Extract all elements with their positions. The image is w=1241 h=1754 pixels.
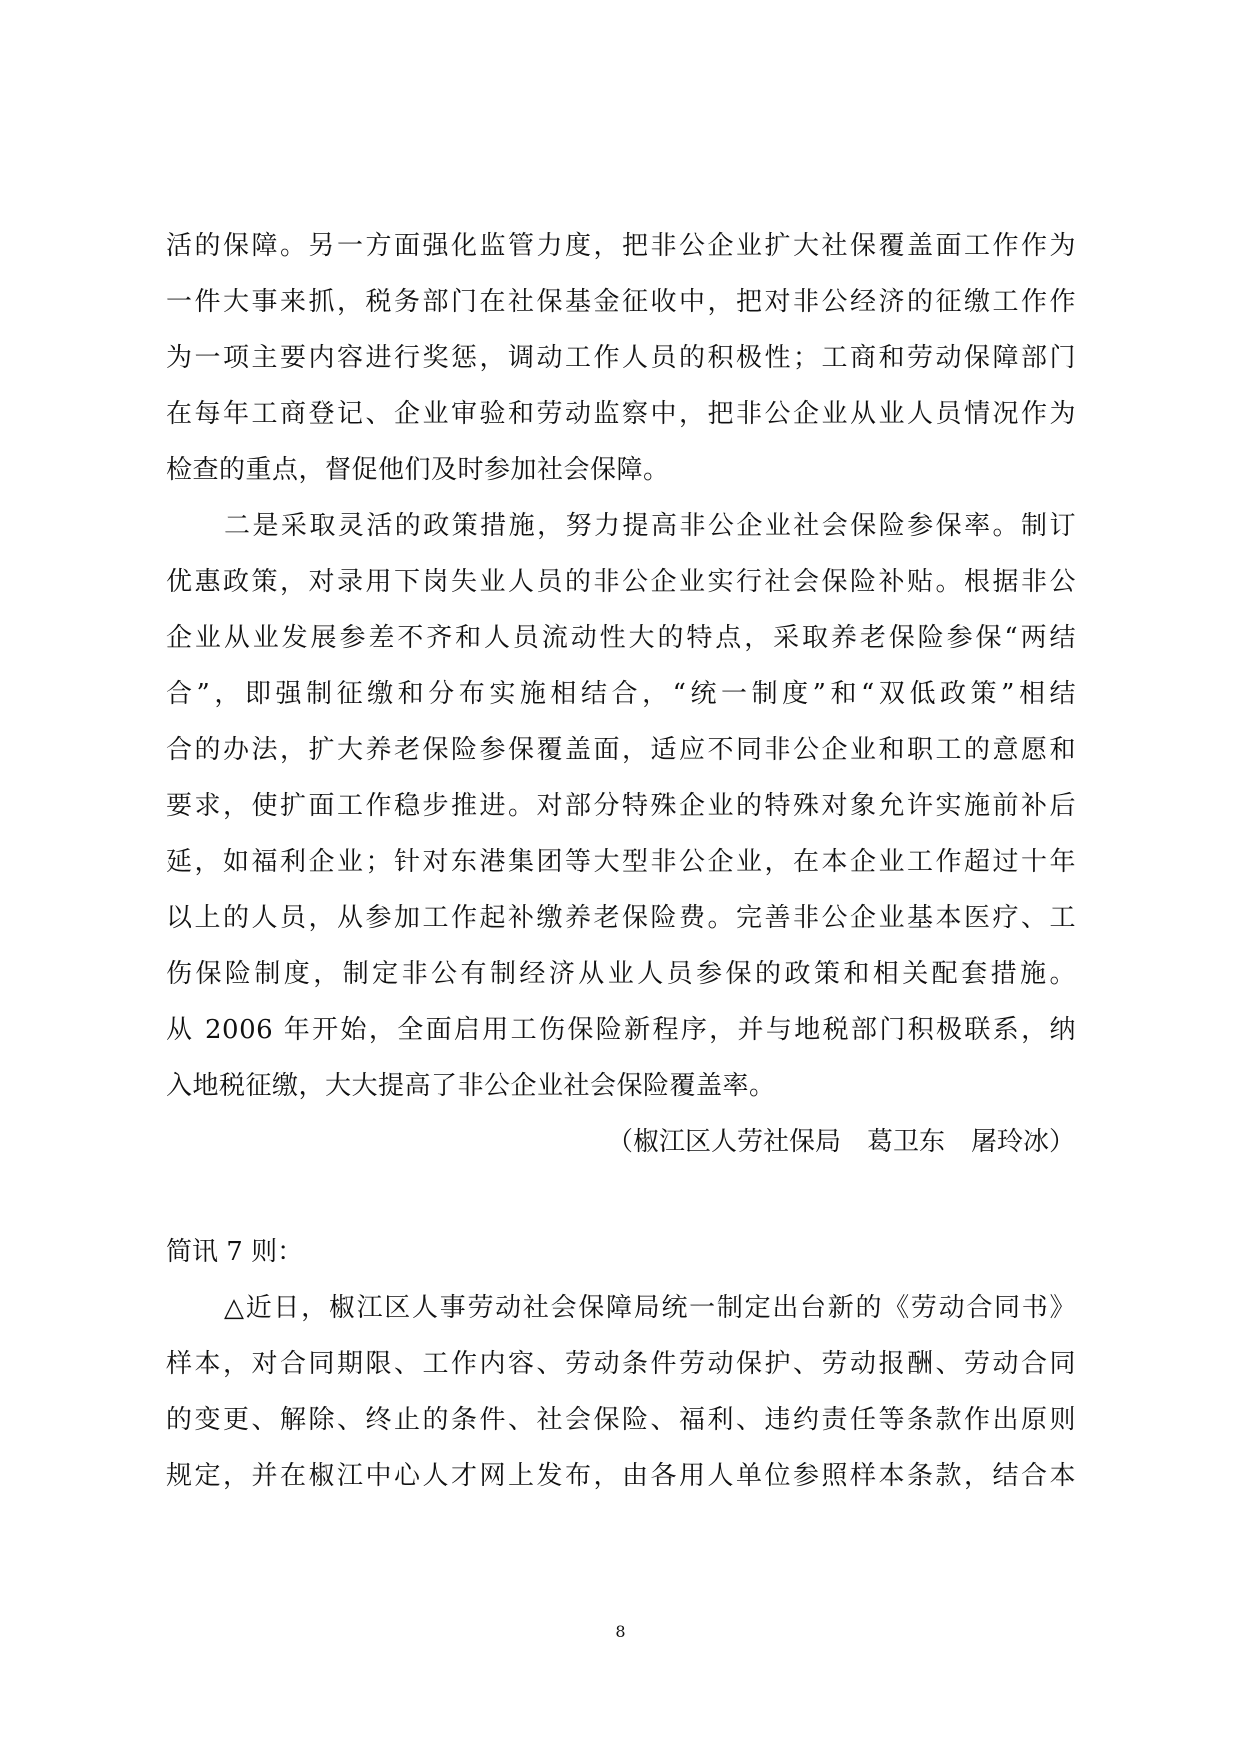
paragraph-line: 延，如福利企业；针对东港集团等大型非公企业，在本企业工作超过十年 xyxy=(166,847,1076,877)
paragraph-line: 入地税征缴，大大提高了非公企业社会保险覆盖率。 xyxy=(166,1071,776,1101)
paragraph-line: 合的办法，扩大养老保险参保覆盖面，适应不同非公企业和职工的意愿和 xyxy=(166,735,1076,765)
paragraph-line: 从 2006 年开始，全面启用工伤保险新程序，并与地税部门积极联系，纳 xyxy=(166,1015,1076,1045)
paragraph-line: 二是采取灵活的政策措施，努力提高非公企业社会保险参保率。制订 xyxy=(224,511,1076,541)
paragraph-line: 检查的重点，督促他们及时参加社会保障。 xyxy=(166,455,670,485)
section-heading: 简讯 7 则： xyxy=(166,1237,304,1267)
paragraph-line: 优惠政策，对录用下岗失业人员的非公企业实行社会保险补贴。根据非公 xyxy=(166,567,1076,597)
brief-item-line: 样本，对合同期限、工作内容、劳动条件劳动保护、劳动报酬、劳动合同 xyxy=(166,1349,1076,1379)
page-number: 8 xyxy=(615,1622,626,1641)
brief-item-line: 的变更、解除、终止的条件、社会保险、福利、违约责任等条款作出原则 xyxy=(166,1405,1076,1435)
paragraph-line: 一件大事来抓，税务部门在社保基金征收中，把对非公经济的征缴工作作 xyxy=(166,287,1076,317)
brief-item-line: △近日，椒江区人事劳动社会保障局统一制定出台新的《劳动合同书》 xyxy=(224,1293,1076,1323)
paragraph-line: 要求，使扩面工作稳步推进。对部分特殊企业的特殊对象允许实施前补后 xyxy=(166,791,1076,821)
paragraph-line: 在每年工商登记、企业审验和劳动监察中，把非公企业从业人员情况作为 xyxy=(166,399,1076,429)
paragraph-line: 以上的人员，从参加工作起补缴养老保险费。完善非公企业基本医疗、工 xyxy=(166,903,1076,933)
paragraph-line: 合”，即强制征缴和分布实施相结合，“统一制度”和“双低政策”相结 xyxy=(166,679,1076,709)
paragraph-line: 伤保险制度，制定非公有制经济从业人员参保的政策和相关配套措施。 xyxy=(166,959,1076,989)
paragraph-line: 为一项主要内容进行奖惩，调动工作人员的积极性；工商和劳动保障部门 xyxy=(166,343,1076,373)
brief-item-line: 规定，并在椒江中心人才网上发布，由各用人单位参照样本条款，结合本 xyxy=(166,1461,1076,1491)
paragraph-line: 活的保障。另一方面强化监管力度，把非公企业扩大社保覆盖面工作作为 xyxy=(166,231,1076,261)
author-signature: （椒江区人劳社保局 葛卫东 屠玲冰） xyxy=(606,1127,1075,1157)
paragraph-line: 企业从业发展参差不齐和人员流动性大的特点，采取养老保险参保“两结 xyxy=(166,623,1076,653)
